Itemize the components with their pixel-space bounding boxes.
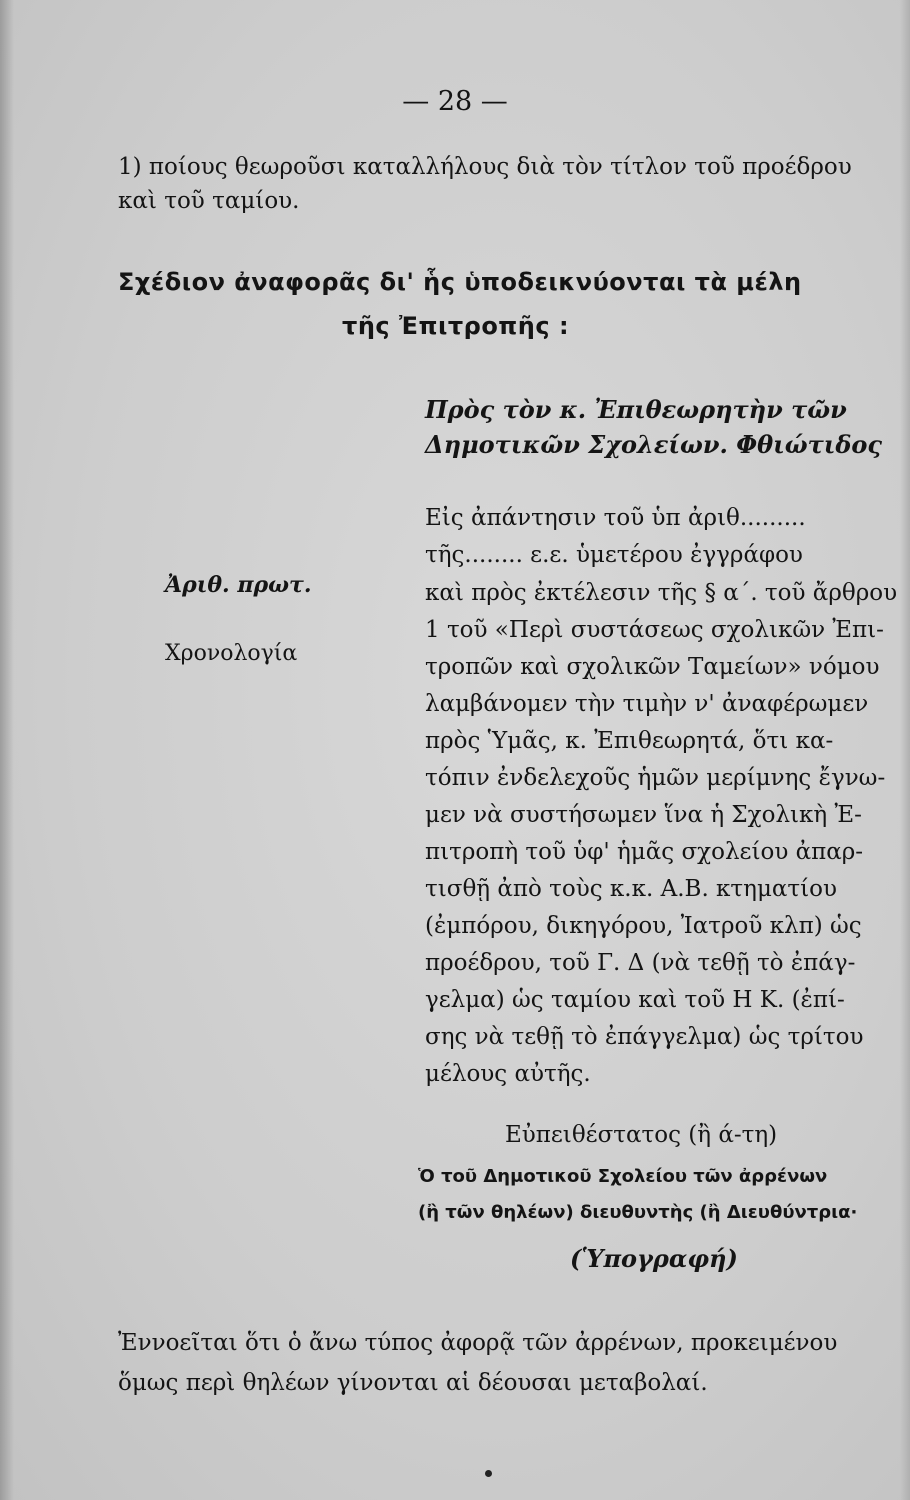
body-line: λαμβάνομεν τὴν τιμὴν ν' ἀναφέρωμεν <box>425 691 869 717</box>
footnote-line-2: ὅμως περὶ θηλέων γίνονται αἱ δέουσαι μεταβολαί. <box>118 1370 708 1396</box>
body-line: 1 τοῦ «Περὶ συστάσεως σχολικῶν Ἐπι- <box>425 617 884 643</box>
signatory-line-2: (ἢ τῶν θηλέων) διευθυντὴς (ἢ Διευθύντρια· <box>418 1202 858 1223</box>
body-line: πρὸς Ὑμᾶς, κ. Ἐπιθεωρητά, ὅτι κα- <box>425 728 834 754</box>
signatory-line-1: Ὁ τοῦ Δημοτικοῦ Σχολείου τῶν ἀρρένων <box>418 1166 828 1187</box>
closing-formula: Εὐπειθέστατος (ἢ ά-τη) <box>505 1122 778 1148</box>
body-line: τισθῇ ἀπὸ τοὺς κ.κ. Α.Β. κτηματίου <box>425 876 837 902</box>
page-edge-shadow-left <box>0 0 14 1500</box>
section-heading-line-2: τῆς Ἐπιτροπῆς : <box>342 312 570 340</box>
body-line: γελμα) ὡς ταμίου καὶ τοῦ Η Κ. (ἐπί- <box>425 987 845 1013</box>
address-line-1: Πρὸς τὸν κ. Ἐπιθεωρητὴν τῶν <box>425 395 847 424</box>
protocol-number-label: Ἀριθ. πρωτ. <box>165 572 312 598</box>
body-line: τόπιν ἐνδελεχοῦς ἡμῶν μερίμνης ἔγνω- <box>425 765 886 791</box>
address-line-2: Δημοτικῶν Σχολείων. Φθιώτιδος <box>425 430 883 459</box>
footnote-line-1: Ἐννοεῖται ὅτι ὁ ἄνω τύπος ἀφορᾷ τῶν ἀρρένων, προκειμένου <box>118 1330 838 1356</box>
section-heading-line-1: Σχέδιον ἀναφορᾶς δι' ἧς ὑποδεικνύονται τὰ μέλη <box>118 268 802 296</box>
body-line: μέλους αὐτῆς. <box>425 1061 591 1087</box>
body-line: σης νὰ τεθῇ τὸ ἐπάγγελμα) ὡς τρίτου <box>425 1024 864 1050</box>
body-line: μεν νὰ συστήσωμεν ἵνα ἡ Σχολικὴ Ἐ- <box>425 802 862 828</box>
body-line: πιτροπὴ τοῦ ὑφ' ἡμᾶς σχολείου ἀπαρ- <box>425 839 864 865</box>
signature-placeholder: (Ὑπογραφή) <box>570 1244 738 1273</box>
body-line: (ἐμπόρου, δικηγόρου, Ἰατροῦ κλπ) ὡς <box>425 913 862 939</box>
body-line: τῆς........ ε.ε. ὑμετέρου ἐγγράφου <box>425 542 803 568</box>
body-line: τροπῶν καὶ σχολικῶν Ταμείων» νόμου <box>425 654 880 680</box>
page-number: — 28 — <box>402 86 508 117</box>
body-line: Εἰς ἀπάντησιν τοῦ ὑπ ἀριθ......... <box>425 505 806 531</box>
page-edge-shadow-right <box>900 0 910 1500</box>
ink-dot <box>485 1470 492 1477</box>
body-line: καὶ πρὸς ἐκτέλεσιν τῆς § α΄. τοῦ ἄρθρου <box>425 580 898 606</box>
date-label: Χρονολογία <box>165 641 298 666</box>
intro-paragraph: 1) ποίους θεωροῦσι καταλλήλους διὰ τὸν τίτλον τοῦ προέδρου καὶ τοῦ ταμίου. <box>118 154 852 214</box>
body-line: προέδρου, τοῦ Γ. Δ (νὰ τεθῇ τὸ ἐπάγ- <box>425 950 856 976</box>
